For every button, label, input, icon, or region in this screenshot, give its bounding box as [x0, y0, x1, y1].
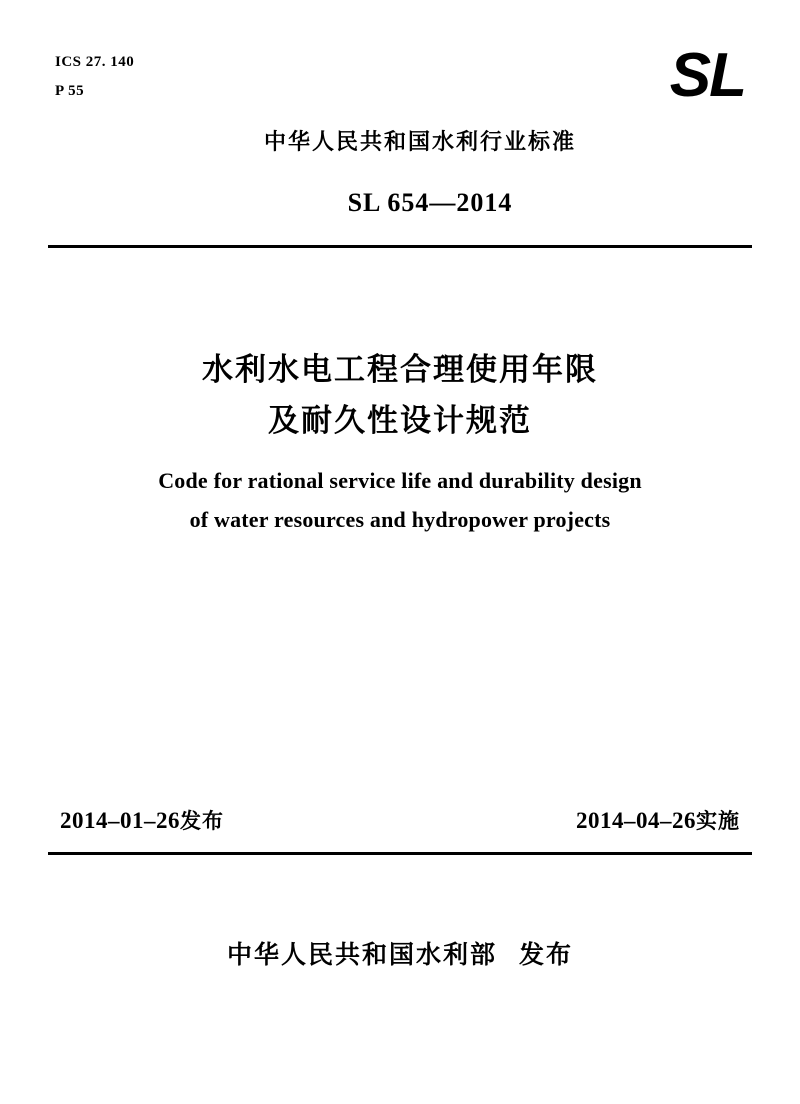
- effective-date-label: 实施: [696, 809, 740, 833]
- title-english: [0, 462, 800, 539]
- classification-code: P 55: [55, 83, 85, 99]
- title-english-line2: of water resources and hydropower projects: [189, 506, 611, 532]
- divider-top: [48, 245, 752, 248]
- title-chinese: [0, 345, 800, 447]
- issue-date-label: 发布: [180, 809, 224, 833]
- effective-date-value: 2014–04–26: [576, 808, 696, 833]
- publisher-name: 中华人民共和国水利部: [226, 940, 497, 969]
- standard-number: SL 654—2014: [347, 188, 513, 217]
- sl-logo: SL: [669, 41, 745, 110]
- divider-bottom: [48, 852, 752, 855]
- dates-row: [60, 805, 740, 835]
- publisher-line: [0, 935, 800, 971]
- title-english-line1: Code for rational service life and durability design: [158, 468, 642, 493]
- title-chinese-line1: 水利水电工程合理使用年限: [202, 352, 598, 388]
- effective-date: [576, 805, 740, 835]
- publisher-action: 发布: [519, 940, 574, 969]
- issue-date: [60, 805, 224, 835]
- title-chinese-line2: 及耐久性设计规范: [268, 403, 532, 440]
- ics-code: ICS 27. 140: [55, 54, 135, 70]
- series-heading: 中华人民共和国水利行业标准: [263, 130, 576, 155]
- header-codes: [55, 55, 745, 135]
- issue-date-value: 2014–01–26: [60, 808, 180, 833]
